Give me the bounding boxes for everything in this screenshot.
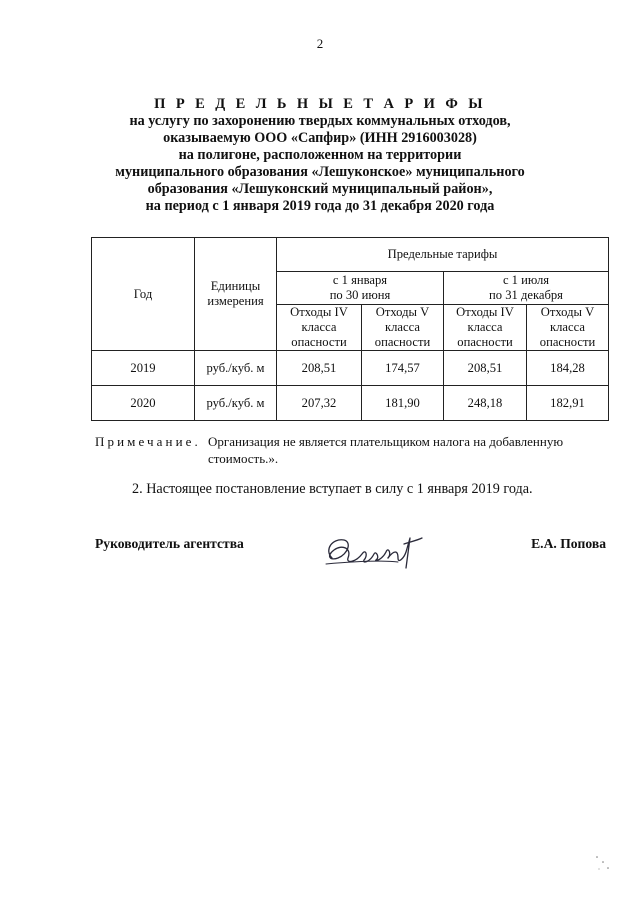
period-line: по 30 июня xyxy=(329,288,391,302)
waste-class-line: опасности xyxy=(291,335,347,349)
header-units-line: измерения xyxy=(207,294,264,308)
note-text-line: стоимость.». xyxy=(208,451,279,466)
period-line: с 1 января xyxy=(332,273,388,287)
waste-class-line: класса xyxy=(301,320,337,334)
signature-block xyxy=(0,528,640,578)
header-period-2 xyxy=(444,272,609,305)
waste-class-line: опасности xyxy=(457,335,513,349)
waste-class-line: класса xyxy=(550,320,585,334)
header-tariff-group: Предельные тарифы xyxy=(277,238,609,272)
waste-class-line: Отходы IV xyxy=(290,305,348,319)
row-year: 2020 xyxy=(92,386,195,421)
header-waste-class xyxy=(277,305,362,351)
tariff-value: 181,90 xyxy=(362,386,444,421)
waste-class-line: Отходы V xyxy=(540,305,595,319)
tariff-value: 207,32 xyxy=(277,386,362,421)
heading-line: оказываемую ООО «Сапфир» (ИНН 2916003028) xyxy=(163,130,477,146)
table-row xyxy=(92,386,609,421)
heading-line: на услугу по захоронению твердых коммунальных отходов, xyxy=(129,113,511,129)
tariff-value: 208,51 xyxy=(277,351,362,386)
row-unit: руб./куб. м xyxy=(195,351,277,386)
period-line: по 31 декабря xyxy=(489,288,563,302)
signatory-name: Е.А. Попова xyxy=(531,536,606,551)
header-year: Год xyxy=(92,238,195,351)
row-year: 2019 xyxy=(92,351,195,386)
document-heading xyxy=(0,96,640,215)
tariff-value: 174,57 xyxy=(362,351,444,386)
waste-class-line: класса xyxy=(385,320,420,334)
waste-class-line: Отходы V xyxy=(375,305,430,319)
note-label: Примечание. xyxy=(95,434,201,449)
header-period-1 xyxy=(277,272,444,305)
row-unit: руб./куб. м xyxy=(195,386,277,421)
waste-class-line: класса xyxy=(467,320,503,334)
heading-line: муниципального образования «Лешуконское» муниципального xyxy=(115,164,525,180)
signatory-role: Руководитель агентства xyxy=(95,536,244,551)
tariff-value: 248,18 xyxy=(444,386,527,421)
heading-line: образования «Лешуконский муниципальный район», xyxy=(147,181,493,197)
tariff-value: 182,91 xyxy=(527,386,609,421)
tariffs-table xyxy=(91,237,609,421)
header-waste-class xyxy=(444,305,527,351)
header-waste-class xyxy=(527,305,609,351)
header-units-line: Единицы xyxy=(210,279,261,293)
table-row xyxy=(92,351,609,386)
tariff-value: 208,51 xyxy=(444,351,527,386)
period-line: с 1 июля xyxy=(502,273,550,287)
handwritten-signature xyxy=(318,528,428,576)
heading-line: на период с 1 января 2019 года до 31 декабря 2020 года xyxy=(145,198,495,214)
heading-line: на полигоне, расположенном на территории xyxy=(178,147,462,163)
page-number: 2 xyxy=(316,36,324,51)
scan-speckle-mark xyxy=(594,853,612,873)
effective-date-clause: 2. Настоящее постановление вступает в силу с 1 января 2019 года. xyxy=(132,481,533,497)
note-text-line: Организация не является плательщиком налога на добавленную xyxy=(208,434,564,449)
note-text xyxy=(208,433,607,467)
header-units xyxy=(195,238,277,351)
tariff-value: 184,28 xyxy=(527,351,609,386)
heading-title: П Р Е Д Е Л Ь Н Ы Е Т А Р И Ф Ы xyxy=(154,96,486,112)
waste-class-line: Отходы IV xyxy=(456,305,514,319)
header-waste-class xyxy=(362,305,444,351)
waste-class-line: опасности xyxy=(539,335,596,349)
waste-class-line: опасности xyxy=(374,335,431,349)
